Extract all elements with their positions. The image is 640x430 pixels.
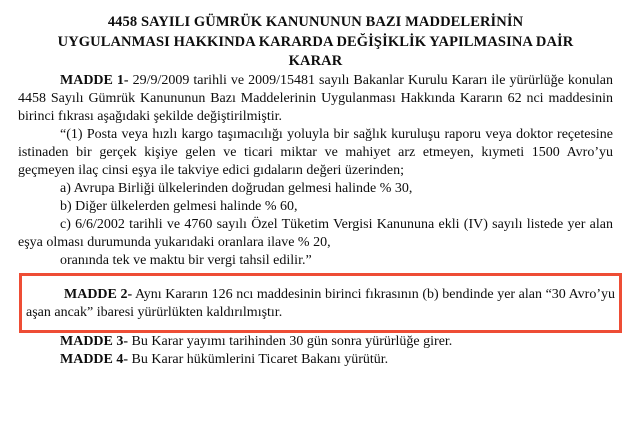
paragraph-madde-3	[18, 333, 613, 351]
paragraph-item-a: a) Avrupa Birliği ülkelerinden doğrudan gelmesi halinde % 30,	[60, 180, 413, 196]
paragraph-quoted-clause-closing: oranında tek ve maktu bir vergi tahsil edilir.”	[60, 252, 312, 268]
madde-2-label: MADDE 2-	[64, 286, 133, 302]
madde-3-text: Bu Karar yayımı tarihinden 30 gün sonra yürürlüğe girer.	[131, 333, 453, 349]
paragraph-madde-4	[18, 351, 613, 369]
document-title	[18, 0, 613, 72]
madde-4-label: MADDE 4-	[60, 351, 129, 367]
madde-2-text: Aynı Kararın 126 ncı maddesinin birinci fıkrasının (b) bendinde yer alan “30 Avro’yu aşan ancak” ibaresi yürürlükten kaldırılmıştır.	[26, 286, 616, 320]
document-title-line-2: UYGULANMASI HAKKINDA KARARDA DEĞİŞİKLİK YAPILMASINA DAİR	[57, 33, 574, 50]
madde-1-text: 29/9/2009 tarihli ve 2009/15481 sayılı Bakanlar Kurulu Kararı ile yürürlüğe konulan 4458 Sayılı Gümrük Kanununun Bazı Maddelerinin Uygulanması Hakkında Kararın 62 nci maddesinin birinci fıkrası aşağıdaki şekilde değiştirilmiştir.	[18, 72, 614, 124]
paragraph-madde-1	[18, 72, 613, 126]
paragraph-madde-2	[26, 286, 615, 322]
madde-3-label: MADDE 3-	[60, 333, 129, 349]
paragraph-item-c: c) 6/6/2002 tarihli ve 4760 sayılı Özel Tüketim Vergisi Kanununa ekli (IV) sayılı listede yer alan eşya olması durumunda yukarıdaki oranlara ilave % 20,	[18, 216, 613, 250]
document-title-line-3: KARAR	[288, 53, 343, 69]
madde-1-label: MADDE 1-	[60, 72, 129, 88]
document-title-line-1: 4458 SAYILI GÜMRÜK KANUNUNUN BAZI MADDELERİNİN	[107, 14, 524, 30]
paragraph-item-b: b) Diğer ülkelerden gelmesi halinde % 60,	[60, 198, 298, 214]
highlight-box-madde-2	[19, 273, 622, 333]
paragraph-quoted-clause-intro: “(1) Posta veya hızlı kargo taşımacılığı yoluyla bir sağlık kuruluşu raporu veya doktor reçetesine istinaden bir gerçek kişiye gelen ve ticari miktar ve mahiyet arz etmeyen, kıymeti 1500 Avro’yu geçmeyen ilaç cinsi eşya ile takviye edici gıdaların değeri üzerinden;	[18, 126, 613, 178]
madde-4-text: Bu Karar hükümlerini Ticaret Bakanı yürütür.	[131, 351, 389, 367]
